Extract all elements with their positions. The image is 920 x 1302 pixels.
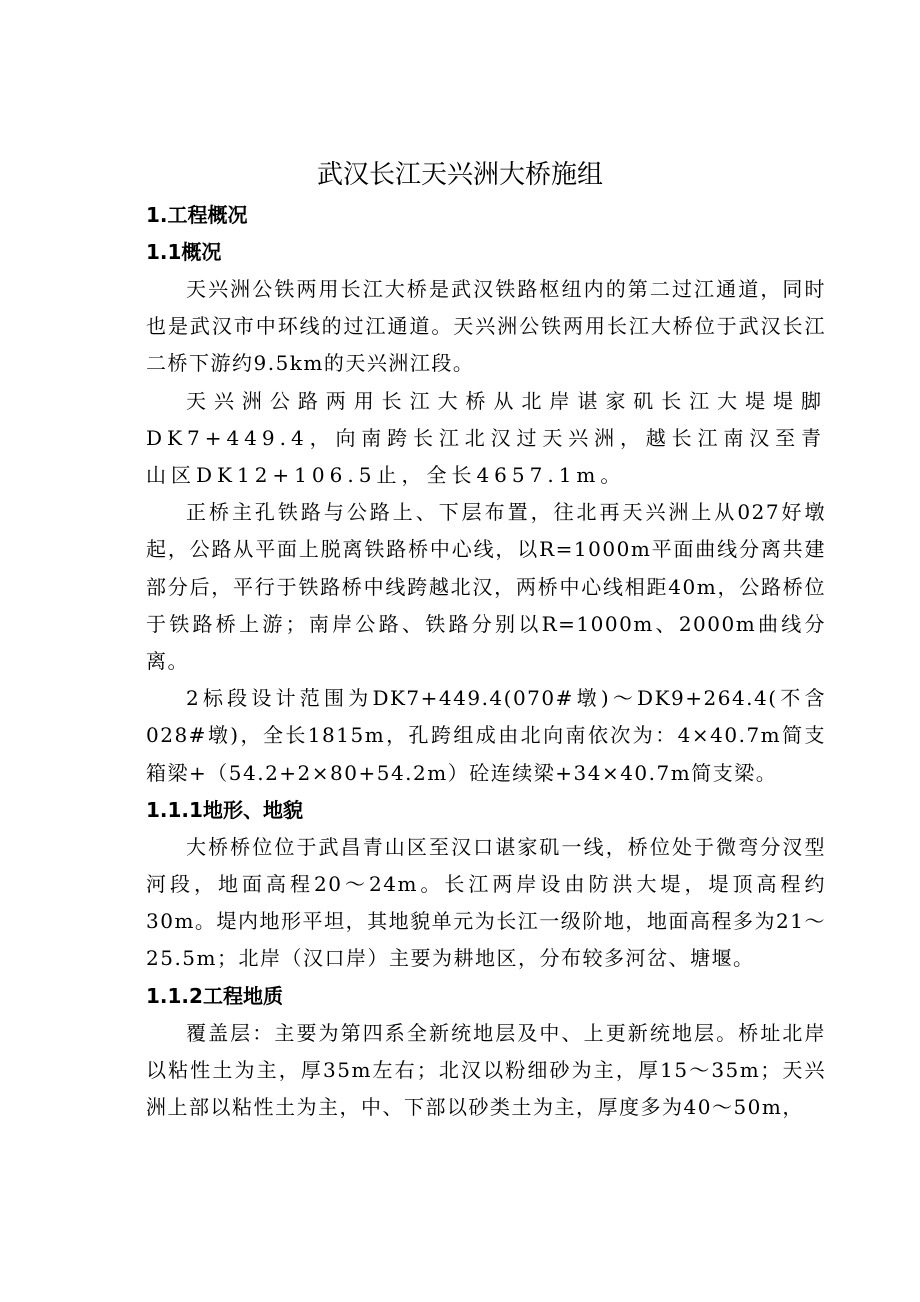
section-heading-geology: 1.1.2工程地质 <box>146 983 283 1008</box>
paragraph-design-scope: 2标段设计范围为DK7+449.4(070#墩)～DK9+264.4(不含028#墩)，全长1815m，孔跨组成由北向南依次为：4×40.7m简支箱梁+（54.2+2×80+54.2m）砼连续梁+34×40.7m简支梁。 <box>146 686 826 785</box>
section-heading-overview: 1.1概况 <box>146 240 222 264</box>
document-title: 武汉长江天兴洲大桥施组 <box>316 160 603 190</box>
paragraph-span-layout: 正桥主孔铁路与公路上、下层布置，往北再天兴洲上从027好墩起，公路从平面上脱离铁路桥中心线，以R=1000m平面曲线分离共建部分后，平行于铁路桥中线跨越北汉，两桥中心线相距40m，公路桥位于铁路桥上游；南岸公路、铁路分别以R=1000m、2000m曲线分离。 <box>146 500 826 674</box>
paragraph-geology: 覆盖层：主要为第四系全新统地层及中、上更新统地层。桥址北岸以粘性土为主，厚35m左右；北汉以粉细砂为主，厚15～35m；天兴洲上部以粘性土为主，中、下部以砂类土为主，厚度多为40～50m， <box>146 1020 826 1120</box>
paragraph-bridge-extent: 天兴洲公路两用长江大桥从北岸谌家矶长江大堤堤脚DK7+449.4，向南跨长江北汉过天兴洲，越长江南汉至青山区DK12+106.5止，全长4657.1m。 <box>146 388 826 488</box>
paragraph-bridge-introduction: 天兴洲公铁两用长江大桥是武汉铁路枢纽内的第二过江通道，同时也是武汉市中环线的过江通道。天兴洲公铁两用长江大桥位于武汉长江二桥下游约9.5km的天兴洲江段。 <box>146 277 826 376</box>
section-heading-terrain: 1.1.1地形、地貌 <box>146 797 303 822</box>
paragraph-terrain: 大桥桥位位于武昌青山区至汉口谌家矶一线，桥位处于微弯分汊型河段，地面高程20～24m。长江两岸设由防洪大堤，堤顶高程约30m。堤内地形平坦，其地貌单元为长江一级阶地，地面高程多为21～25.5m；北岸（汉口岸）主要为耕地区，分布较多河岔、塘堰。 <box>146 834 826 971</box>
document-body <box>146 197 826 1126</box>
section-heading-engineering-overview: 1.工程概况 <box>146 203 248 227</box>
